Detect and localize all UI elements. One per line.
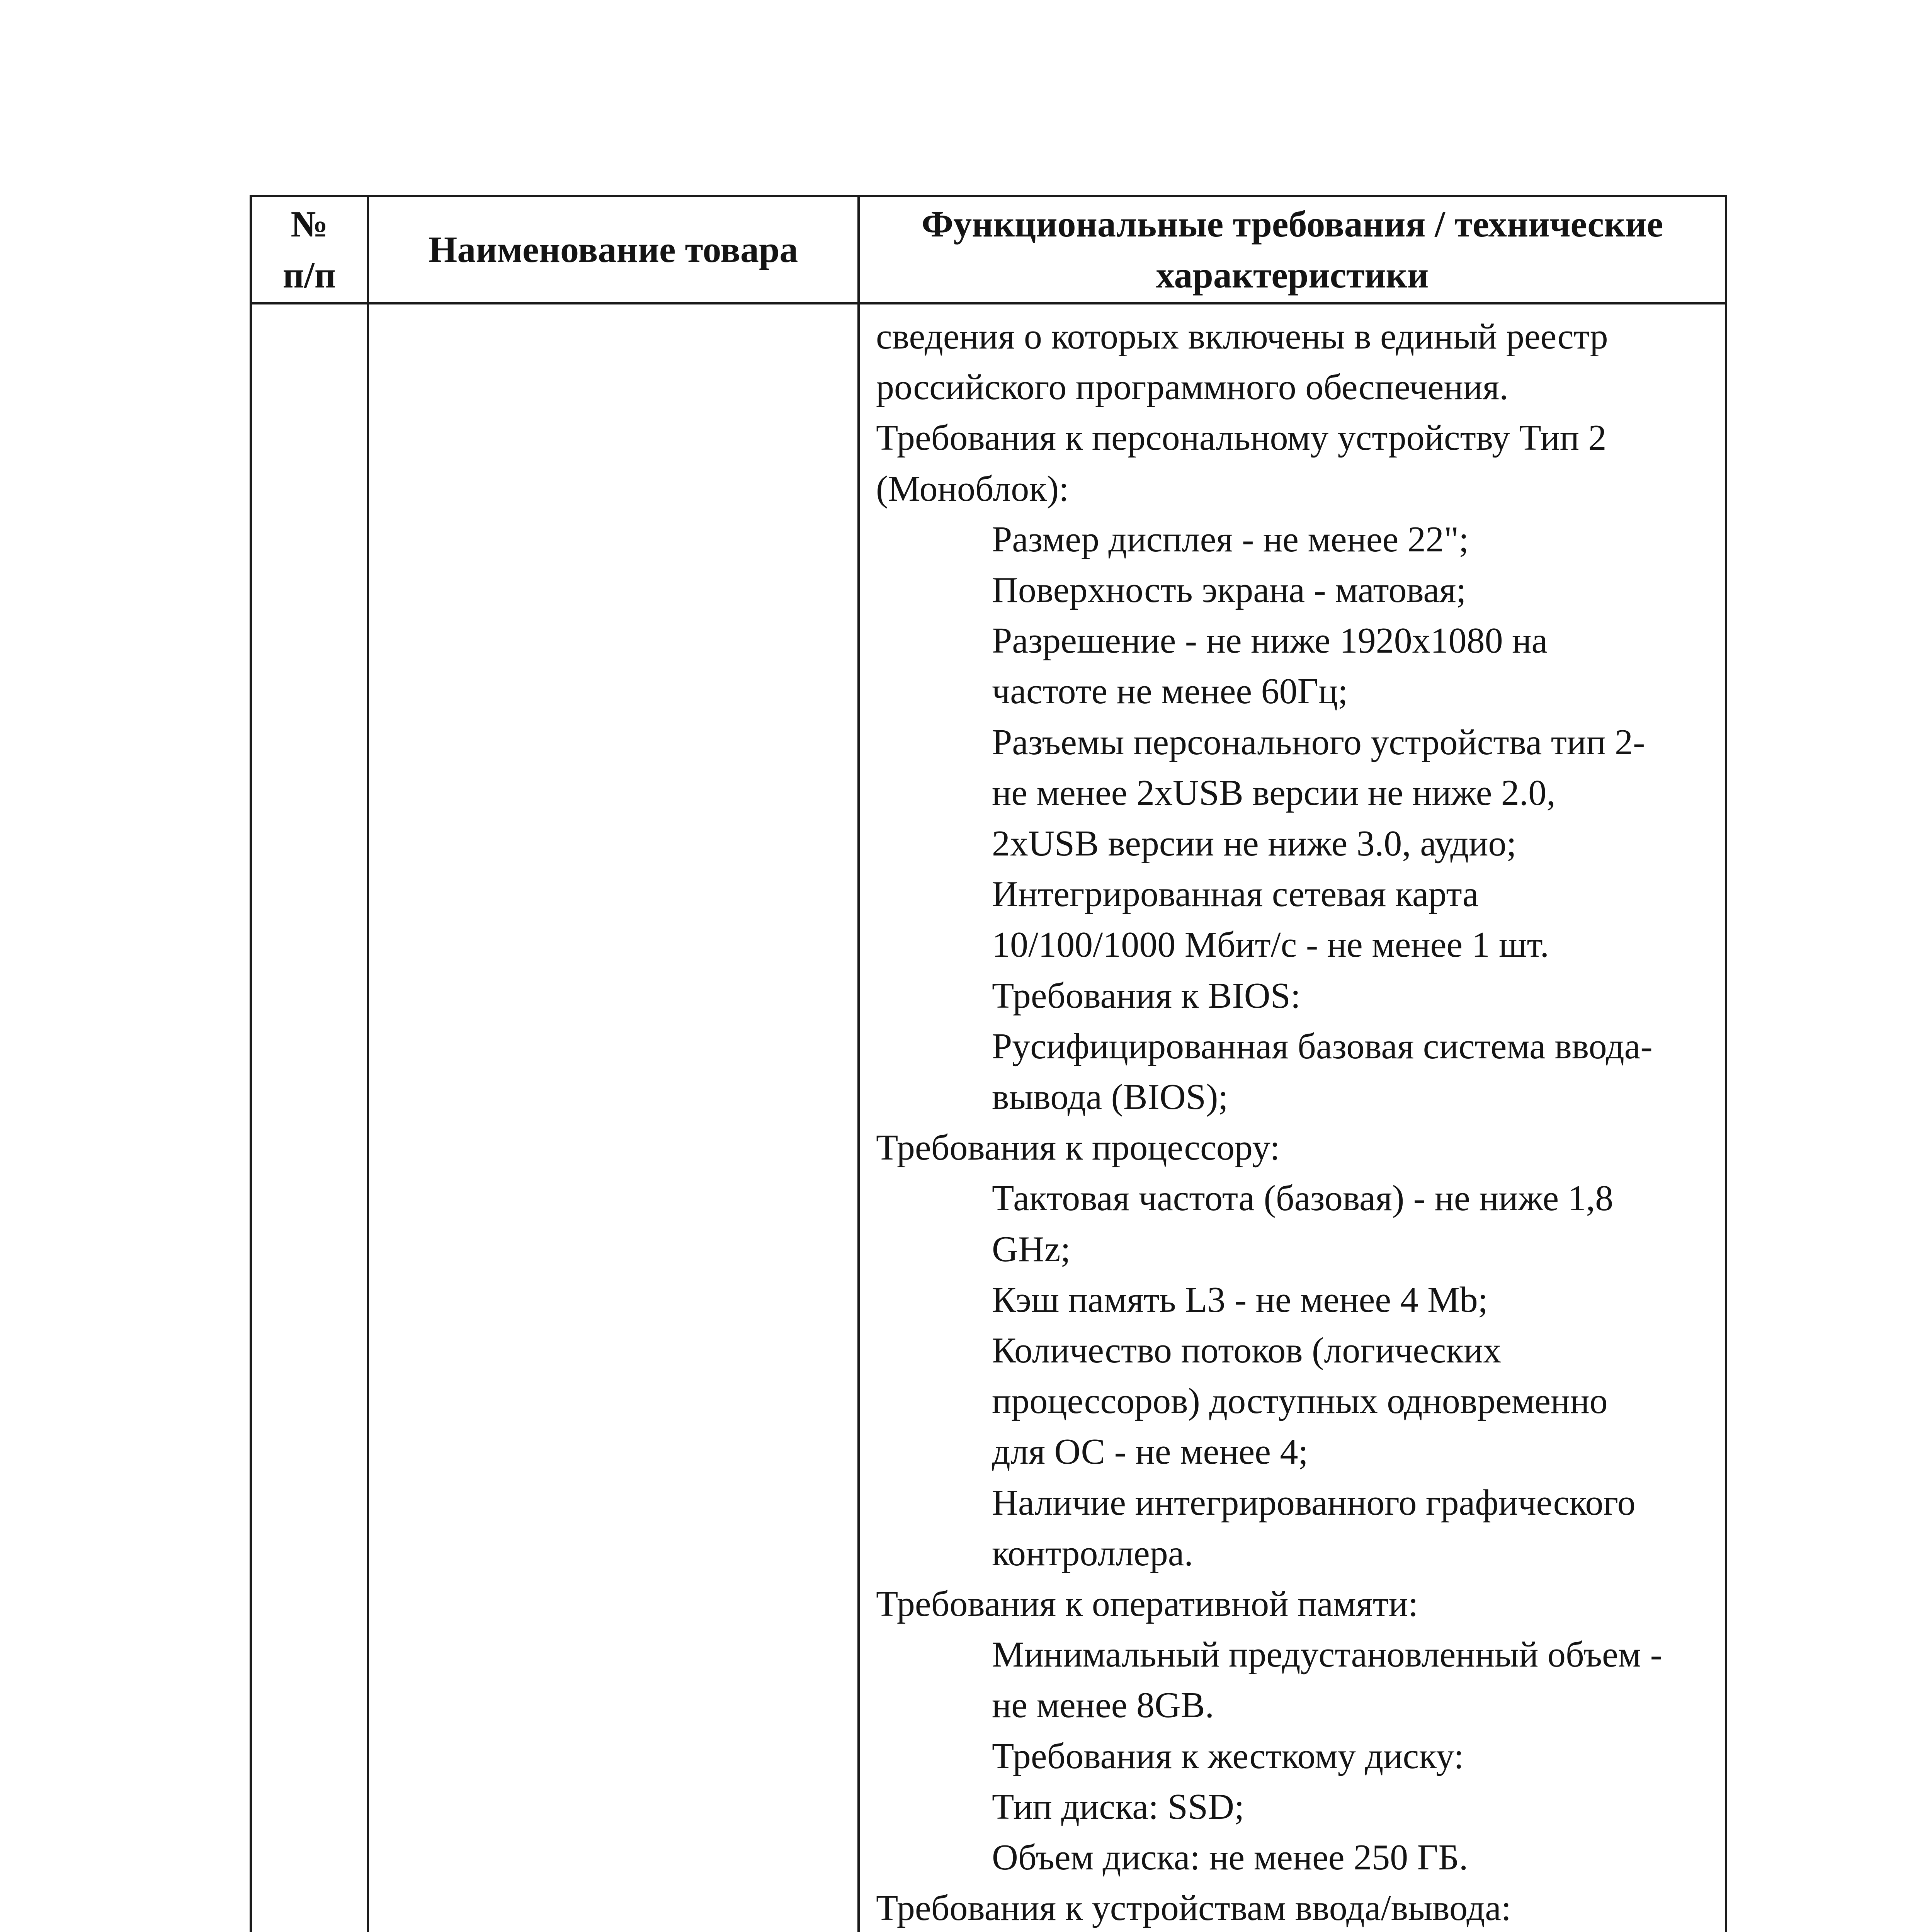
header-name: Наименование товара (368, 196, 859, 303)
req-line: Поверхность экрана - матовая; (992, 570, 1466, 611)
req-line: частоте не менее 60Гц; (992, 671, 1348, 712)
req-line: Разрешение - не ниже 1920x1080 на (992, 621, 1548, 661)
req-line: 2xUSB версии не ниже 3.0, аудио; (992, 823, 1517, 864)
req-line: Требования к оперативной памяти: (876, 1584, 1418, 1624)
req-line: Разъемы персонального устройства тип 2- (992, 722, 1645, 762)
header-num-line: п/п (282, 254, 336, 296)
req-line: Наличие интегрированного графического (992, 1482, 1636, 1523)
req-line: Размер дисплея - не менее 22"; (992, 519, 1469, 560)
header-req-line: Функциональные требования / технические (921, 203, 1663, 245)
req-line: 10/100/1000 Мбит/с - не менее 1 шт. (992, 925, 1549, 965)
req-line: российского программного обеспечения. (876, 367, 1509, 408)
cell-num (251, 303, 368, 1932)
req-line: процессоров) доступных одновременно (992, 1381, 1608, 1422)
req-line: Требования к устройствам ввода/вывода: (876, 1888, 1511, 1929)
req-line: GHz; (992, 1229, 1071, 1269)
req-line: Кэш память L3 - не менее 4 Mb; (992, 1279, 1488, 1320)
req-line: Тип диска: SSD; (992, 1786, 1245, 1827)
header-row (251, 196, 1726, 303)
header-req (859, 196, 1726, 303)
req-line: Требования к жесткому диску: (992, 1736, 1464, 1776)
req-line: вывода (BIOS); (992, 1077, 1228, 1117)
req-line: Минимальный предустановленный объем - (992, 1634, 1662, 1675)
req-line: не менее 8GB. (992, 1685, 1214, 1726)
req-line: сведения о которых включены в единый реестр (876, 316, 1608, 357)
req-line: Требования к персональному устройству Тип 2 (876, 418, 1607, 458)
header-num (251, 196, 368, 303)
req-line: Количество потоков (логических (992, 1330, 1502, 1371)
req-line: контроллера. (992, 1533, 1193, 1573)
req-line: Интегрированная сетевая карта (992, 874, 1479, 915)
header-num-line: № (291, 203, 328, 245)
req-line: Тактовая частота (базовая) - не ниже 1,8 (992, 1178, 1614, 1219)
cell-requirements (859, 303, 1726, 1932)
req-line: Требования к процессору: (876, 1128, 1280, 1168)
req-line: не менее 2xUSB версии не ниже 2.0, (992, 772, 1556, 813)
table-row (251, 303, 1726, 1932)
req-line: Русифицированная базовая система ввода- (992, 1026, 1653, 1066)
header-req-line: характеристики (1156, 254, 1429, 296)
req-line: для ОС - не менее 4; (992, 1432, 1308, 1472)
req-line: Объем диска: не менее 250 ГБ. (992, 1837, 1468, 1878)
req-line: (Моноблок): (876, 468, 1069, 509)
cell-name (368, 303, 859, 1932)
req-line: Требования к BIOS: (992, 975, 1301, 1016)
spec-table (250, 195, 1727, 1932)
